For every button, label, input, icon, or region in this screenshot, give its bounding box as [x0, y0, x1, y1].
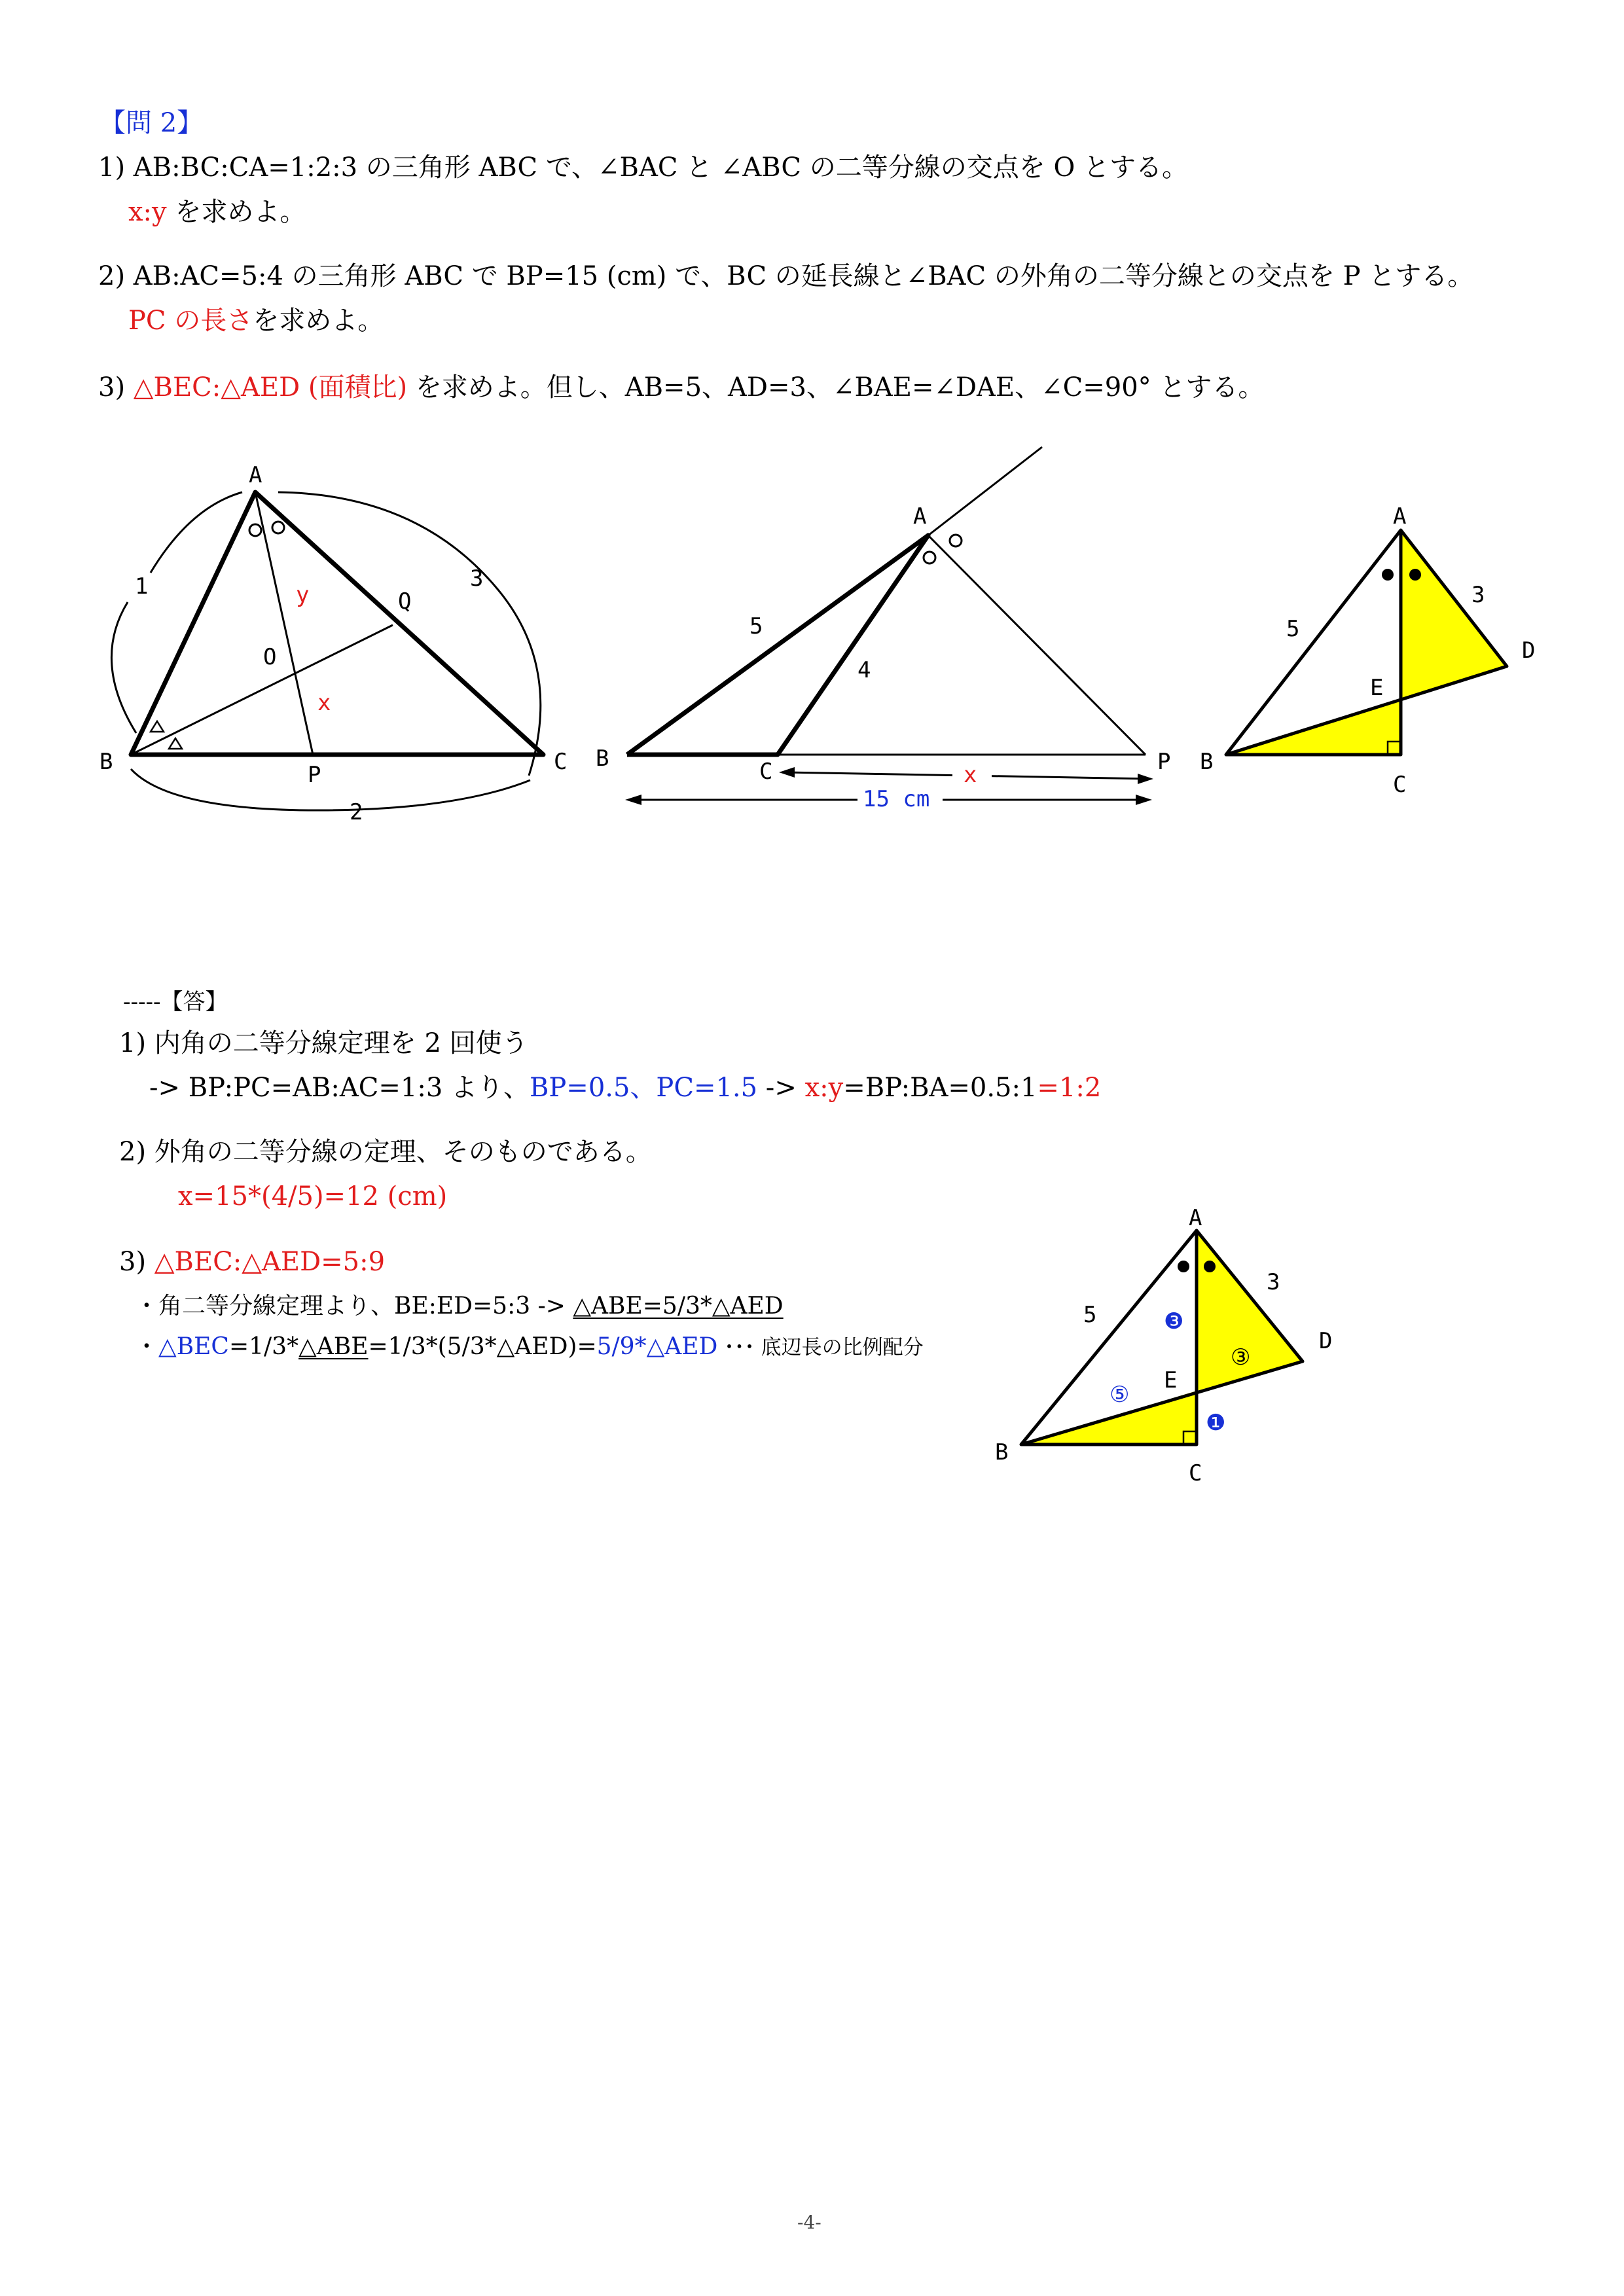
q2-ask-red: PC の長さ — [128, 306, 253, 336]
segment-ap — [928, 535, 1146, 755]
label-C4: C — [1189, 1460, 1202, 1486]
label-D4: D — [1319, 1328, 1333, 1354]
a1-line2-b: BP=0.5、PC=1.5 — [530, 1073, 758, 1103]
a2-line1: 2) 外角の二等分線の定理、そのものである。 — [119, 1137, 652, 1167]
q2-text: AB:AC=5:4 の三角形 ABC で BP=15 (cm) で、BC の延長線と∠BAC の外角の二等分線との交点を P とする。 — [133, 261, 1474, 291]
a3-b2-f: 5/9*△AED — [596, 1333, 718, 1360]
label-C2: C — [759, 759, 773, 785]
label-O: O — [263, 644, 277, 670]
a3-result: △BEC:△AED=5:9 — [154, 1247, 386, 1277]
angle-mark-circle-2 — [272, 522, 284, 533]
a1-line2-c: -> — [757, 1073, 805, 1103]
figure-2 — [596, 447, 1170, 812]
a1-line2-f: =1:2 — [1037, 1073, 1102, 1103]
mark-ec-ratio: ❶ — [1206, 1410, 1226, 1436]
q3-ask-red: △BEC:△AED (面積比) — [133, 372, 408, 403]
a3-number: 3) — [119, 1247, 154, 1277]
q2-number: 2) — [98, 261, 126, 291]
a3-bullet2 — [135, 1335, 924, 1359]
angle-mark-circle-1 — [249, 524, 261, 536]
figure-3 — [1200, 503, 1535, 798]
a3-line — [119, 1249, 385, 1275]
label-side-ad-4: 3 — [1267, 1269, 1280, 1295]
q2-ask-rest: を求めよ。 — [253, 306, 384, 336]
mark-ae-ratio: ❸ — [1164, 1308, 1184, 1335]
a3-b1-a: ・角二等分線定理より、BE:ED=5:3 -> — [135, 1293, 573, 1319]
figure-4 — [995, 1205, 1332, 1486]
angle-dot-2 — [1409, 569, 1421, 581]
label-B2: B — [596, 745, 609, 772]
mark-ed-ratio: ③ — [1231, 1344, 1251, 1371]
angle-dot-3 — [1178, 1261, 1189, 1272]
label-B: B — [99, 749, 113, 775]
a1-line2-a: -> BP:PC=AB:AC=1:3 より、 — [149, 1073, 530, 1103]
arrow-x-left-head — [779, 767, 795, 778]
arrow-bp-right-head — [1136, 795, 1152, 805]
label-side-ca: 3 — [470, 565, 484, 592]
figure-1 — [99, 462, 567, 825]
label-A2: A — [913, 503, 927, 529]
label-side-ab-4: 5 — [1083, 1302, 1097, 1328]
angle-mark-circle-3 — [924, 552, 935, 564]
label-P2: P — [1157, 749, 1171, 775]
label-x: x — [317, 690, 331, 716]
q1-text: AB:BC:CA=1:2:3 の三角形 ABC で、∠BAC と ∠ABC の二等分線の交点を O とする。 — [133, 152, 1188, 183]
label-x2: x — [964, 762, 977, 788]
triangle-aed-fill — [1401, 530, 1507, 700]
triangle-abc-2 — [627, 535, 928, 755]
label-side-ab-2: 5 — [749, 613, 763, 639]
q3-rest: を求めよ。但し、AB=5、AD=3、∠BAE=∠DAE、∠C=90° とする。 — [415, 372, 1265, 403]
a1-line2 — [149, 1075, 1101, 1101]
angle-mark-circle-4 — [950, 535, 962, 547]
angle-mark-triangle-1 — [151, 721, 164, 732]
a2-line2: x=15*(4/5)=12 (cm) — [178, 1181, 448, 1211]
answer-header: -----【答】 — [123, 989, 228, 1015]
a3-b2-c: =1/3* — [228, 1333, 299, 1360]
a3-b1-b: △ABE=5/3*△AED — [573, 1293, 784, 1319]
page-number: -4- — [797, 2212, 821, 2233]
label-B4: B — [995, 1439, 1009, 1465]
label-Q: Q — [398, 588, 412, 615]
label-side-ad-3: 3 — [1471, 582, 1485, 608]
q1-number: 1) — [98, 152, 126, 183]
label-C3: C — [1393, 772, 1407, 798]
q1-ask-rest: を求めよ。 — [175, 197, 306, 227]
a1-line1: 1) 内角の二等分線定理を 2 回使う — [119, 1028, 528, 1058]
q1-ask-red: x:y — [128, 197, 167, 227]
arrow-x-right-head — [1138, 774, 1153, 784]
label-A4: A — [1189, 1205, 1202, 1231]
label-side-ab-3: 5 — [1286, 616, 1300, 642]
mark-be-ratio: ⑤ — [1110, 1382, 1130, 1408]
label-side-ab: 1 — [135, 573, 149, 600]
label-E4: E — [1164, 1367, 1178, 1393]
a3-b2-g: ･･･ 底辺長の比例配分 — [717, 1336, 924, 1359]
a3-b2-b: △BEC — [158, 1333, 229, 1360]
a3-b2-d: △ABE — [298, 1333, 369, 1360]
label-y: y — [296, 582, 310, 608]
arc-bc — [131, 769, 530, 810]
label-A: A — [249, 462, 262, 488]
a3-bullet1 — [135, 1295, 784, 1318]
a1-line2-e: =BP:BA=0.5:1 — [843, 1073, 1038, 1103]
triangle-abc — [131, 492, 543, 755]
external-bisector — [928, 447, 1042, 535]
a3-b2-e: =1/3*(5/3*△AED)= — [368, 1333, 597, 1360]
label-bp: 15 cm — [863, 786, 930, 812]
arrow-bp-left-head — [625, 795, 641, 805]
bisector-bq — [131, 625, 393, 755]
label-P: P — [308, 762, 321, 788]
angle-dot-4 — [1204, 1261, 1216, 1272]
arc-ab — [111, 602, 136, 733]
bisector-ap — [255, 492, 313, 755]
problem-header: 【問 2】 — [99, 108, 204, 138]
label-D3: D — [1522, 637, 1536, 664]
angle-mark-triangle-2 — [169, 738, 182, 749]
label-B3: B — [1200, 749, 1214, 775]
label-side-ac-2: 4 — [857, 657, 871, 683]
label-E3: E — [1370, 675, 1384, 701]
label-side-bc: 2 — [350, 799, 363, 825]
arc-ab-top — [151, 492, 242, 573]
a3-b2-a: ・ — [135, 1333, 159, 1360]
label-C: C — [554, 749, 568, 775]
angle-dot-1 — [1382, 569, 1394, 581]
label-A3: A — [1393, 503, 1407, 529]
q3-number: 3) — [98, 372, 126, 403]
a1-line2-d: x:y — [804, 1073, 844, 1103]
